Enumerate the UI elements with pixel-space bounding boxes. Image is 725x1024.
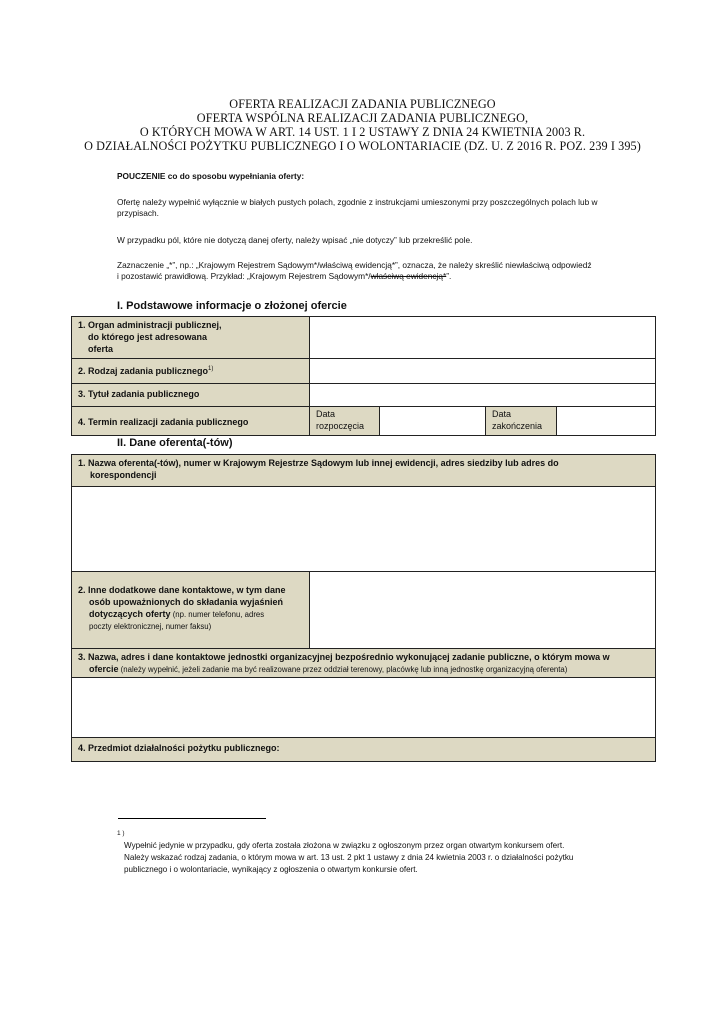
instructions-p1-line2: przypisach. — [117, 208, 159, 218]
instructions-p3-line2-start: i pozostawić prawidłową. Przykład: „Krajowym Rejestrem Sądowym*/ — [117, 271, 371, 281]
instructions-p3-line2 — [117, 271, 451, 283]
start-date-label-line2: rozpoczęcia — [316, 421, 365, 431]
footnote-marker: 1 ) — [117, 830, 125, 837]
instructions-p2: W przypadku pól, które nie dotyczą danej oferty, należy wpisać „nie dotyczy” lub przekreślić pole. — [117, 235, 473, 245]
organ-input-field[interactable] — [309, 316, 656, 359]
row4-label-cell — [71, 406, 310, 436]
footnote-line3: publicznego i o wolontariacie, wynikający z ogłoszenia o otwartym konkursie ofert. — [124, 865, 418, 874]
q2-label-line2: osób upoważnionych do składania wyjaśnień — [89, 597, 284, 607]
q1-label-line2: korespondencji — [90, 470, 157, 480]
instructions-p3-line2-end: ”. — [446, 271, 452, 281]
q3-label-line1: 3. Nazwa, adres i dane kontaktowe jednostki organizacyjnej bezpośrednio wykonującej zadanie publiczne, o którym mowa w — [78, 652, 610, 662]
title-line-3: O KTÓRYCH MOWA W ART. 14 UST. 1 I 2 USTAWY Z DNIA 24 KWIETNIA 2003 R. — [139, 125, 586, 139]
title-line-4: O DZIAŁALNOŚCI POŻYTKU PUBLICZNEGO I O WOLONTARIACIE (DZ. U. Z 2016 R. POZ. 239 I 395) — [84, 139, 641, 153]
q4-label: 4. Przedmiot działalności pożytku publicznego: — [78, 743, 280, 753]
row1-label-line1: 1. Organ administracji publicznej, — [78, 320, 222, 330]
instructions-p3-line1: Zaznaczenie „*”, np.: „Krajowym Rejestrem Sądowym*/właściwą ewidencją*”, oznacza, że należy skreślić niewłaściwą odpowiedź — [117, 260, 592, 270]
q4-label-cell — [71, 737, 656, 762]
row1-label-line3: oferta — [88, 344, 114, 354]
start-date-input-field[interactable] — [379, 406, 486, 436]
end-date-label-cell — [485, 406, 557, 436]
q2-label-line4: poczty elektronicznej, numer faksu) — [89, 622, 212, 631]
task-type-input-field[interactable] — [309, 358, 656, 384]
row4-label: 4. Termin realizacji zadania publicznego — [78, 417, 249, 427]
row2-label: 2. Rodzaj zadania publicznego — [78, 366, 209, 376]
q3-label-line2: ofercie — [89, 664, 119, 674]
section1-title: I. Podstawowe informacje o złożonej ofercie — [117, 300, 347, 312]
row1-label-line2: do którego jest adresowana — [88, 332, 208, 342]
start-date-label-line1: Data — [316, 409, 336, 419]
instructions-heading: POUCZENIE co do sposobu wypełniania oferty: — [117, 171, 305, 181]
title-line-1: OFERTA REALIZACJI ZADANIA PUBLICZNEGO — [229, 97, 496, 111]
row2-label-cell — [71, 358, 310, 384]
unit-data-input-field[interactable] — [71, 677, 656, 738]
q2-label-line1: 2. Inne dodatkowe dane kontaktowe, w tym dane — [78, 585, 286, 595]
end-date-input-field[interactable] — [556, 406, 656, 436]
q2-label-line3-note: (np. numer telefonu, adres — [170, 610, 265, 619]
footnote-separator — [118, 818, 266, 819]
end-date-label-line1: Data — [492, 409, 512, 419]
row3-label-cell — [71, 383, 310, 407]
q2-label-cell — [71, 571, 310, 649]
contact-data-input-field[interactable] — [309, 571, 656, 649]
q3-label-line2-note: (należy wypełnić, jeżeli zadanie ma być realizowane przez oddział terenowy, placówkę lub inną jednostkę organizacyjną oferenta) — [118, 665, 568, 674]
end-date-label-line2: zakończenia — [492, 421, 543, 431]
row1-label-cell — [71, 316, 310, 359]
footnote-line1: Wypełnić jedynie w przypadku, gdy oferta została złożona w związku z ogłoszonym przez organ otwartym konkursem ofert. — [124, 841, 565, 850]
row2-footnote-ref: 1) — [208, 366, 214, 372]
oferent-name-input-field[interactable] — [71, 486, 656, 572]
q1-label-line1: 1. Nazwa oferenta(-tów), numer w Krajowym Rejestrze Sądowym lub innej ewidencji, adres siedziby lub adres do — [78, 458, 559, 468]
instructions-p3-line2-struck: właściwą ewidencją* — [370, 271, 447, 281]
task-title-input-field[interactable] — [309, 383, 656, 407]
footnote-line2: Należy wskazać rodzaj zadania, o którym mowa w art. 13 ust. 2 pkt 1 ustawy z dnia 24 kwietnia 2003 r. o działalności pożytku — [124, 853, 574, 862]
title-line-2: OFERTA WSPÓLNA REALIZACJI ZADANIA PUBLICZNEGO, — [196, 111, 529, 125]
q2-label-line3: dotyczących oferty — [89, 609, 171, 619]
q3-label-cell — [71, 648, 656, 678]
q1-label-cell — [71, 454, 656, 487]
row3-label: 3. Tytuł zadania publicznego — [78, 389, 200, 399]
instructions-p1-line1: Ofertę należy wypełnić wyłącznie w białych pustych polach, zgodnie z instrukcjami umieszonymi przy poszczególnych polach lub w — [117, 197, 598, 207]
start-date-label-cell — [309, 406, 380, 436]
section2-title: II. Dane oferenta(-tów) — [117, 437, 233, 449]
